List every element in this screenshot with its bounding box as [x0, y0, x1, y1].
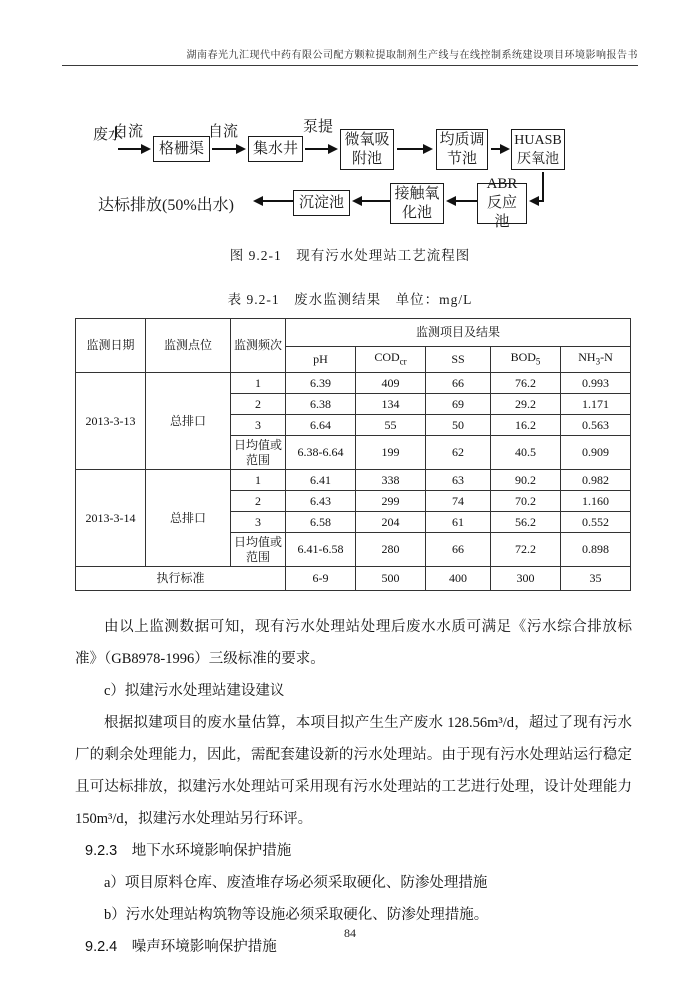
arrow-right-icon: [328, 144, 338, 154]
cell-freq: 2: [231, 394, 286, 415]
cell-location: 总排口: [146, 373, 231, 470]
cell-value: 70.2: [491, 491, 561, 512]
cell-value: 56.2: [491, 512, 561, 533]
cell-value: 50: [426, 415, 491, 436]
cell-value: 74: [426, 491, 491, 512]
section-heading-923: 9.2.3 地下水环境影响保护措施: [85, 843, 292, 859]
arrow-left-icon: [253, 196, 263, 206]
cell-freq: 2: [231, 491, 286, 512]
cell-value: 63: [426, 470, 491, 491]
arrow-line: [491, 148, 500, 150]
cell-value: 40.5: [491, 436, 561, 470]
col-header-frequency: 监测频次: [231, 319, 286, 373]
cell-value: 199: [356, 436, 426, 470]
cell-freq: 日均值或范围: [231, 533, 286, 567]
cell-value: 66: [426, 373, 491, 394]
box-grid-channel: 格栅渠: [153, 136, 210, 162]
cell-value: 61: [426, 512, 491, 533]
cell-date: 2013-3-14: [76, 470, 146, 567]
paragraph-proposed-station: 根据拟建项目的废水量估算，本项目拟产生生产废水 128.56m³/d，超过了现有污水厂的剩余处理能力，因此，需配套建设新的污水处理站。由于现有污水处理站运行稳定且可达标排放，拟建污水处理站可采用现有污水处理站的工艺进行处理，设计处理能力150m³/d，拟建污水处理站另行环评。: [75, 715, 632, 827]
cell-value: 6.43: [286, 491, 356, 512]
paragraph-conclusion: 由以上监测数据可知，现有污水处理站处理后废水水质可满足《污水综合排放标准》（GB8978-1996）三级标准的要求。: [75, 619, 632, 667]
cell-value: 0.563: [561, 415, 631, 436]
cell-value: 6.41: [286, 470, 356, 491]
col-header-bod: [491, 347, 561, 373]
arrow-right-icon: [500, 144, 510, 154]
cell-value: 6.64: [286, 415, 356, 436]
connector-line: [539, 200, 544, 202]
arrow-left-icon: [352, 196, 362, 206]
nh-rest: -N: [600, 349, 613, 364]
cell-freq: 日均值或范围: [231, 436, 286, 470]
box-sedimentation-tank: 沉淀池: [293, 190, 350, 216]
cell-value: 62: [426, 436, 491, 470]
box-equalization-tank: 均质调节池: [436, 129, 488, 170]
box-collection-well: 集水井: [248, 136, 303, 162]
flow-label-pump: 泵提: [303, 119, 334, 135]
cell-value: 134: [356, 394, 426, 415]
cell-freq: 1: [231, 373, 286, 394]
cell-value: 76.2: [491, 373, 561, 394]
cell-value: 66: [426, 533, 491, 567]
page-number: 84: [344, 926, 356, 940]
col-header-group: 监测项目及结果: [286, 319, 631, 347]
cell-location: 总排口: [146, 470, 231, 567]
cell-value: 6.58: [286, 512, 356, 533]
figure-caption: 图 9.2-1 现有污水处理站工艺流程图: [229, 248, 471, 263]
arrow-line: [397, 148, 423, 150]
cell-value: 0.898: [561, 533, 631, 567]
section-heading-924: 9.2.4 噪声环境影响保护措施: [85, 939, 277, 955]
arrow-line: [305, 148, 328, 150]
flow-label-gravity-1: 自流: [113, 124, 144, 140]
arrow-line: [212, 148, 236, 150]
box-micro-oxygen-adsorption: 微氧吸附池: [340, 129, 394, 170]
cell-value: 299: [356, 491, 426, 512]
cell-freq: 1: [231, 470, 286, 491]
cell-value: 204: [356, 512, 426, 533]
box-huasb-anaerobic: HUASB厌氧池: [511, 129, 565, 170]
bod-base: BOD: [510, 349, 536, 364]
arrow-line: [263, 200, 293, 202]
bod-sub: 5: [535, 356, 541, 367]
flow-label-gravity-2: 自流: [208, 124, 239, 140]
cell-value: 69: [426, 394, 491, 415]
cell-freq: 3: [231, 512, 286, 533]
cell-value: 409: [356, 373, 426, 394]
cod-base: COD: [374, 349, 400, 364]
cell-freq: 3: [231, 415, 286, 436]
box-contact-oxidation: 接触氧化池: [390, 183, 444, 224]
table-row: [76, 470, 631, 491]
cell-value: 0.552: [561, 512, 631, 533]
cell-value: 400: [426, 567, 491, 591]
arrow-line: [118, 148, 141, 150]
cell-value: 16.2: [491, 415, 561, 436]
arrow-right-icon: [423, 144, 433, 154]
paragraph-item-a: a）项目原料仓库、废渣堆存场必须采取硬化、防渗处理措施: [104, 875, 488, 891]
col-header-ss: SS: [426, 347, 491, 373]
cell-value: 0.993: [561, 373, 631, 394]
cell-value: 6.38-6.64: [286, 436, 356, 470]
cell-value: 6.39: [286, 373, 356, 394]
cell-value: 55: [356, 415, 426, 436]
cell-value: 280: [356, 533, 426, 567]
connector-line: [542, 172, 544, 202]
cell-value: 6-9: [286, 567, 356, 591]
table-row-standard: [76, 567, 631, 591]
paragraph-item-c: c）拟建污水处理站建设建议: [104, 683, 285, 699]
cell-value: 1.171: [561, 394, 631, 415]
arrow-line: [456, 200, 477, 202]
cell-value: 0.982: [561, 470, 631, 491]
cell-value: 500: [356, 567, 426, 591]
cell-date: 2013-3-13: [76, 373, 146, 470]
cod-sub: cr: [399, 356, 407, 367]
table-title: 表 9.2-1 废水监测结果 单位：mg/L: [227, 292, 473, 307]
cell-value: 72.2: [491, 533, 561, 567]
cell-value: 338: [356, 470, 426, 491]
cell-value: 29.2: [491, 394, 561, 415]
page-header: [0, 0, 700, 70]
cell-standard-label: 执行标准: [76, 567, 286, 591]
arrow-right-icon: [236, 144, 246, 154]
cell-value: 0.909: [561, 436, 631, 470]
arrow-left-icon: [446, 196, 456, 206]
col-header-location: 监测点位: [146, 319, 231, 373]
nh-sub: 3: [595, 356, 601, 367]
report-title: 湖南春光九汇现代中药有限公司配方颗粒提取制剂生产线与在线控制系统建设项目环境影响报告书: [62, 46, 638, 66]
arrow-right-icon: [141, 144, 151, 154]
cell-value: 1.160: [561, 491, 631, 512]
cell-value: 300: [491, 567, 561, 591]
outfall-label: 达标排放(50%出水): [98, 197, 234, 214]
cell-value: 35: [561, 567, 631, 591]
arrow-left-icon: [529, 196, 539, 206]
col-header-nh3n: [561, 347, 631, 373]
col-header-cod: [356, 347, 426, 373]
diagram-source-label: 废水: [93, 127, 124, 143]
col-header-date: 监测日期: [76, 319, 146, 373]
monitoring-results-table: [75, 318, 631, 591]
nh-base: NH: [578, 349, 596, 364]
col-header-ph: pH: [286, 347, 356, 373]
cell-value: 90.2: [491, 470, 561, 491]
box-abr-reactor: ABR反应池: [477, 183, 527, 224]
cell-value: 6.41-6.58: [286, 533, 356, 567]
paragraph-item-b: b）污水处理站构筑物等设施必须采取硬化、防渗处理措施。: [104, 907, 489, 923]
arrow-line: [362, 200, 390, 202]
table-row: [76, 373, 631, 394]
process-flow-diagram: [0, 106, 700, 234]
cell-value: 6.38: [286, 394, 356, 415]
